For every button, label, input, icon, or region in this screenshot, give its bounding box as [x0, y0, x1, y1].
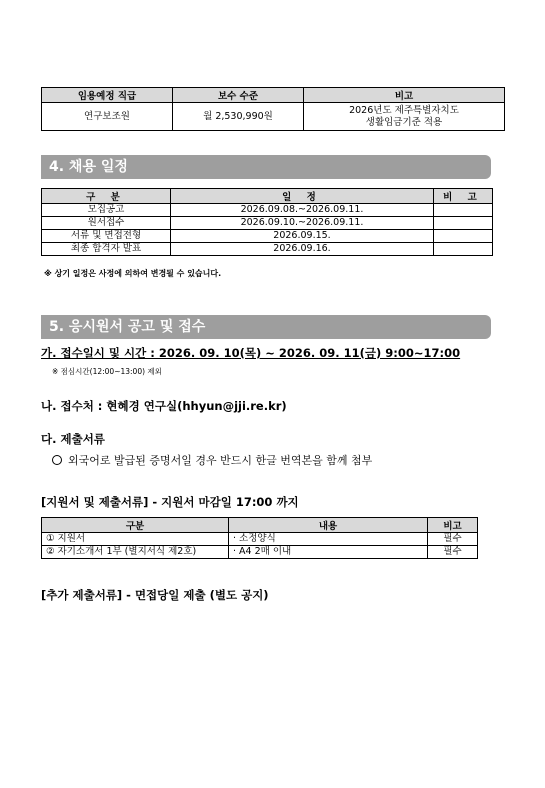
schedule-note: [434, 230, 493, 243]
header-doc: 구분: [42, 518, 229, 533]
schedule-item: 원서접수: [42, 217, 171, 230]
pay-note-line2: 생활임금기준 적용: [365, 116, 443, 128]
schedule-item: 최종 합격자 발표: [42, 243, 171, 256]
schedule-date: 2026.09.16.: [171, 243, 434, 256]
schedule-table: [41, 188, 493, 256]
schedule-note-text: ※ 상기 일정은 사정에 의하여 변경될 수 있습니다.: [44, 269, 222, 278]
schedule-date: 2026.09.10.~2026.09.11.: [171, 217, 434, 230]
documents-bullet: [52, 452, 372, 468]
circle-bullet-icon: [52, 455, 62, 465]
schedule-item: 서류 및 면접전형: [42, 230, 171, 243]
header-position: 임용예정 직급: [42, 88, 173, 103]
submission-heading: [지원서 및 제출서류] - 지원서 마감일 17:00 까지: [41, 495, 299, 509]
table-row: [42, 533, 478, 546]
pay-note-line1: 2026년도 제주특별자치도: [349, 104, 459, 116]
salary-cell: 월 2,530,990원: [173, 103, 304, 131]
header-schedule: 일 정: [171, 189, 434, 204]
table-row: [42, 546, 478, 559]
schedule-date: 2026.09.15.: [171, 230, 434, 243]
application-contact: 나. 접수처 : 현혜경 연구실(hhyun@jji.re.kr): [41, 399, 287, 413]
schedule-date: 2026.09.08.~2026.09.11.: [171, 204, 434, 217]
table-row: [42, 103, 505, 131]
doc-content: · A4 2매 이내: [229, 546, 428, 559]
schedule-item: 모집공고: [42, 204, 171, 217]
header-category: 구 분: [42, 189, 171, 204]
pay-note-cell: [304, 103, 505, 131]
position-cell: 연구보조원: [42, 103, 173, 131]
doc-name: ② 자기소개서 1부 (별지서식 제2호): [42, 546, 229, 559]
doc-required: 필수: [428, 546, 478, 559]
table-row: [42, 217, 493, 230]
extra-documents-heading: [추가 제출서류] - 면접당일 제출 (별도 공지): [41, 588, 269, 602]
documents-table: [41, 517, 478, 559]
application-period: 가. 접수일시 및 시간 : 2026. 09. 10(목) ~ 2026. 09. 11(금) 9:00~17:00: [41, 346, 461, 360]
doc-name: ① 지원서: [42, 533, 229, 546]
schedule-note: [434, 243, 493, 256]
header-remark: 비 고: [434, 189, 493, 204]
schedule-header-row: [42, 189, 493, 204]
lunch-note: ※ 점심시간(12:00~13:00) 제외: [52, 367, 162, 376]
section-4-title: 4. 채용 일정: [41, 155, 491, 179]
schedule-note: [434, 217, 493, 230]
doc-content: · 소정양식: [229, 533, 428, 546]
header-content: 내용: [229, 518, 428, 533]
pay-table-header-row: [42, 88, 505, 103]
table-row: [42, 243, 493, 256]
header-note: 비고: [304, 88, 505, 103]
documents-bullet-text: 외국어로 발급된 증명서일 경우 반드시 한글 번역본을 함께 첨부: [68, 454, 373, 467]
doc-required: 필수: [428, 533, 478, 546]
documents-header-row: [42, 518, 478, 533]
header-doc-note: 비고: [428, 518, 478, 533]
schedule-note: [434, 204, 493, 217]
table-row: [42, 204, 493, 217]
documents-heading: 다. 제출서류: [41, 432, 105, 446]
header-salary: 보수 수준: [173, 88, 304, 103]
table-row: [42, 230, 493, 243]
pay-table: [41, 87, 505, 131]
section-5-title: 5. 응시원서 공고 및 접수: [41, 315, 491, 339]
